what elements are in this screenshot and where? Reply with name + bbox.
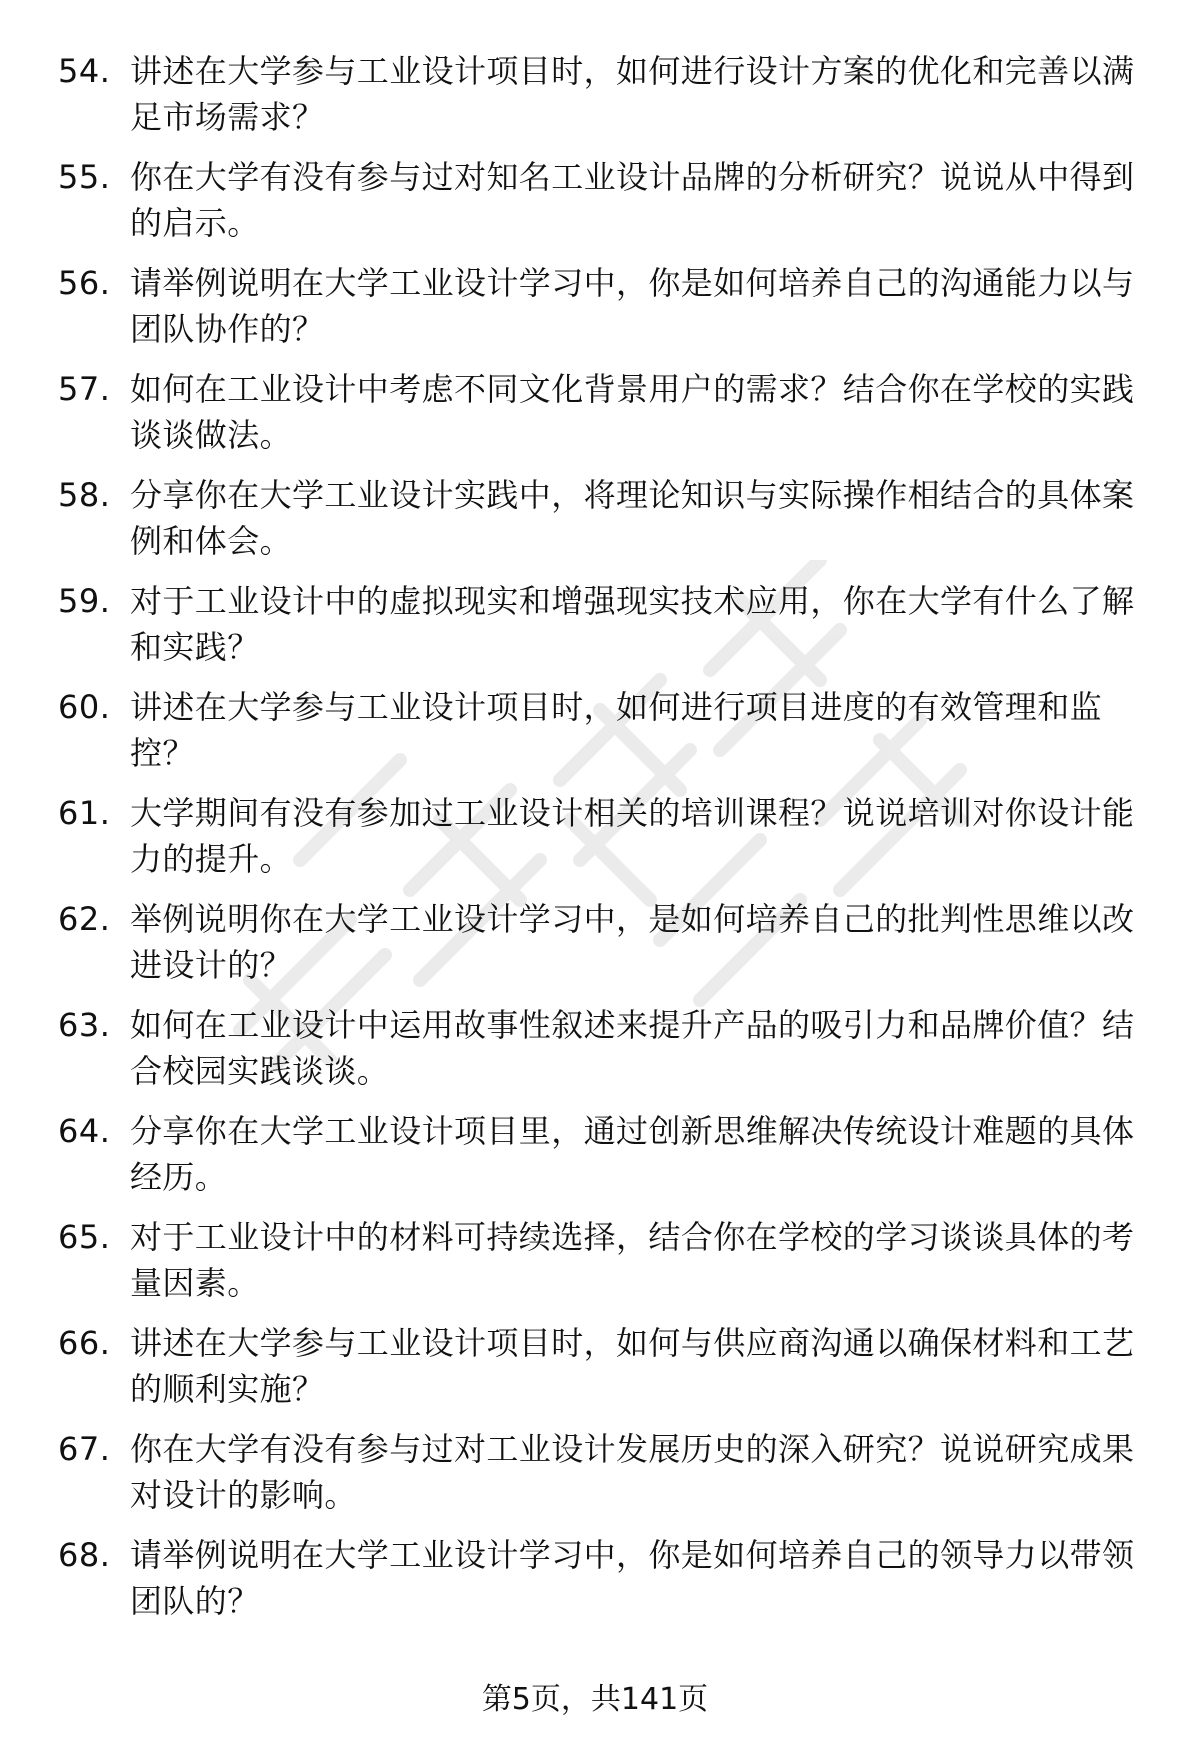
question-number: 61. (58, 794, 111, 832)
question-item (0, 1002, 1190, 1108)
page-footer: 第5页，共141页 (481, 1682, 709, 1717)
question-item (0, 1320, 1190, 1426)
question-item (0, 1214, 1190, 1320)
question-number: 63. (58, 1006, 111, 1044)
question-text: 大学期间有没有参加过工业设计相关的培训课程？说说培训对你设计能力的提升。 (130, 794, 1135, 878)
question-text: 讲述在大学参与工业设计项目时，如何与供应商沟通以确保材料和工艺的顺利实施？ (130, 1324, 1135, 1408)
question-text: 分享你在大学工业设计实践中，将理论知识与实际操作相结合的具体案例和体会。 (130, 476, 1135, 560)
question-text: 请举例说明在大学工业设计学习中，你是如何培养自己的沟通能力以与团队协作的？ (130, 264, 1135, 348)
question-item (0, 684, 1190, 790)
question-text: 讲述在大学参与工业设计项目时，如何进行设计方案的优化和完善以满足市场需求？ (130, 52, 1135, 136)
question-item (0, 896, 1190, 1002)
question-item (0, 1532, 1190, 1638)
question-item (0, 260, 1190, 366)
question-list (0, 48, 1190, 1638)
question-number: 59. (58, 582, 111, 620)
question-item (0, 1108, 1190, 1214)
question-number: 62. (58, 900, 111, 938)
question-text: 如何在工业设计中考虑不同文化背景用户的需求？结合你在学校的实践谈谈做法。 (130, 370, 1135, 454)
question-item (0, 472, 1190, 578)
question-number: 56. (58, 264, 111, 302)
question-text: 对于工业设计中的材料可持续选择，结合你在学校的学习谈谈具体的考量因素。 (130, 1218, 1135, 1302)
question-number: 65. (58, 1218, 111, 1256)
question-text: 举例说明你在大学工业设计学习中，是如何培养自己的批判性思维以改进设计的？ (130, 900, 1135, 984)
question-number: 64. (58, 1112, 111, 1150)
question-number: 68. (58, 1536, 111, 1574)
question-item (0, 48, 1190, 154)
question-number: 66. (58, 1324, 111, 1362)
question-text: 讲述在大学参与工业设计项目时，如何进行项目进度的有效管理和监控？ (130, 688, 1103, 772)
question-item (0, 154, 1190, 260)
question-text: 你在大学有没有参与过对工业设计发展历史的深入研究？说说研究成果对设计的影响。 (130, 1430, 1135, 1514)
question-number: 58. (58, 476, 111, 514)
question-text: 请举例说明在大学工业设计学习中，你是如何培养自己的领导力以带领团队的？ (130, 1536, 1135, 1620)
question-number: 60. (58, 688, 111, 726)
question-number: 55. (58, 158, 111, 196)
question-text: 你在大学有没有参与过对知名工业设计品牌的分析研究？说说从中得到的启示。 (130, 158, 1135, 242)
question-item (0, 366, 1190, 472)
question-item (0, 578, 1190, 684)
question-text: 对于工业设计中的虚拟现实和增强现实技术应用，你在大学有什么了解和实践？ (130, 582, 1135, 666)
question-item (0, 790, 1190, 896)
question-text: 如何在工业设计中运用故事性叙述来提升产品的吸引力和品牌价值？结合校园实践谈谈。 (130, 1006, 1135, 1090)
question-item (0, 1426, 1190, 1532)
question-number: 54. (58, 52, 111, 90)
question-number: 57. (58, 370, 111, 408)
question-text: 分享你在大学工业设计项目里，通过创新思维解决传统设计难题的具体经历。 (130, 1112, 1135, 1196)
question-number: 67. (58, 1430, 111, 1468)
